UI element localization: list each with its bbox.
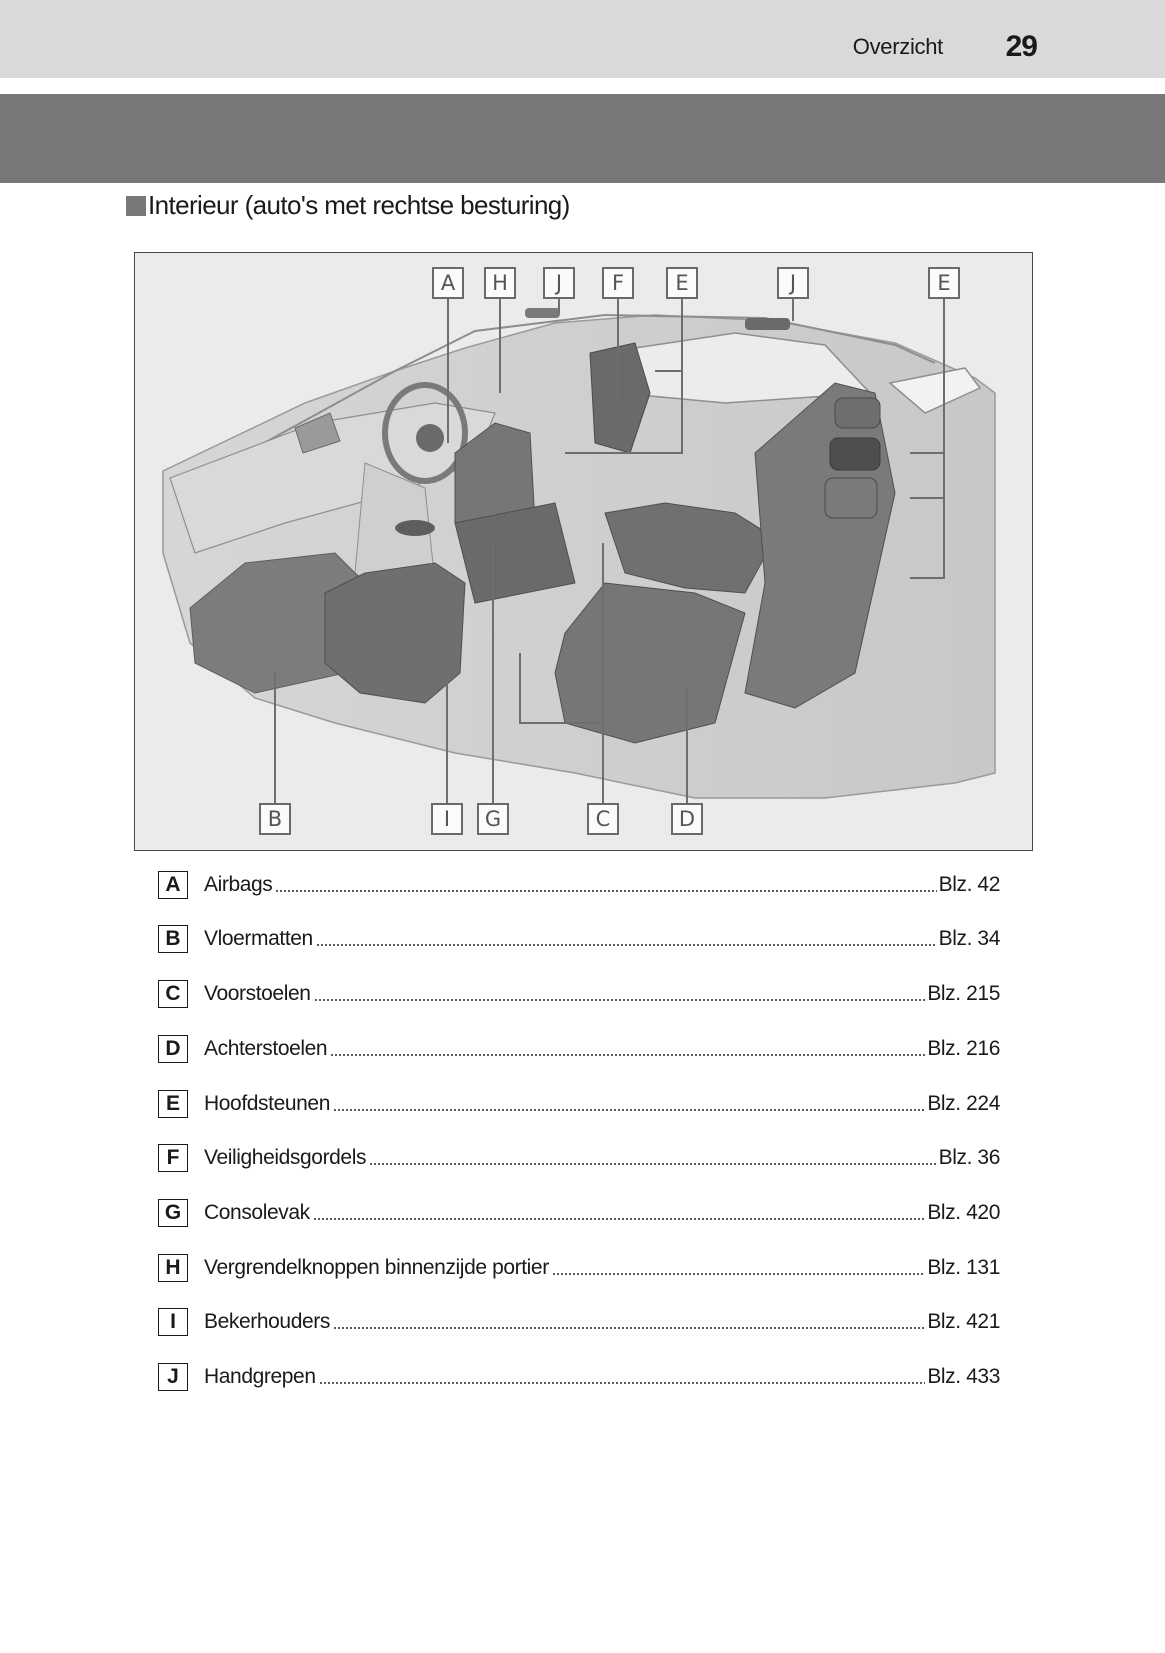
callout-b: B — [259, 803, 291, 835]
legend-label: Consolevak — [204, 1201, 310, 1224]
legend-key: I — [158, 1308, 188, 1336]
callout-a: A — [432, 267, 464, 299]
legend-item-voorstoelen — [158, 979, 1000, 1009]
page-reference: Blz. 216 — [927, 1037, 1000, 1060]
dot-leader — [552, 1272, 926, 1276]
callout-g: G — [477, 803, 509, 835]
callout-d: D — [671, 803, 703, 835]
callout-j-front: J — [543, 267, 575, 299]
legend-key: C — [158, 980, 188, 1008]
car-interior-drawing — [135, 253, 1032, 850]
callout-h: H — [484, 267, 516, 299]
legend-key: J — [158, 1363, 188, 1391]
legend-item-vloermatten — [158, 924, 1000, 954]
legend-item-achterstoelen — [158, 1034, 1000, 1064]
dot-leader — [314, 998, 926, 1002]
dot-leader — [319, 1381, 926, 1385]
legend-key: A — [158, 871, 188, 899]
legend-item-veiligheidsgordels — [158, 1143, 1000, 1173]
section-heading — [126, 190, 570, 221]
page-reference: Blz. 421 — [927, 1310, 1000, 1333]
legend-key: B — [158, 925, 188, 953]
legend-label: Bekerhouders — [204, 1310, 330, 1333]
legend-item-airbags — [158, 870, 1000, 900]
dot-leader — [275, 889, 936, 893]
callout-e-front: E — [666, 267, 698, 299]
legend-key: G — [158, 1199, 188, 1227]
dot-leader — [316, 943, 937, 947]
legend-label: Airbags — [204, 873, 273, 896]
page-reference: Blz. 42 — [938, 873, 1000, 896]
legend-label: Voorstoelen — [204, 982, 311, 1005]
chapter-band — [0, 94, 1165, 183]
legend-label: Hoofdsteunen — [204, 1092, 330, 1115]
page-reference: Blz. 215 — [927, 982, 1000, 1005]
dot-leader — [333, 1326, 925, 1330]
legend-label: Veiligheidsgordels — [204, 1146, 367, 1169]
callout-e-rear: E — [928, 267, 960, 299]
callout-j-rear: J — [777, 267, 809, 299]
legend-item-bekerhouders — [158, 1307, 1000, 1337]
dot-leader — [333, 1108, 925, 1112]
legend-item-hoofdsteunen — [158, 1089, 1000, 1119]
dot-leader — [330, 1053, 925, 1057]
page-header — [0, 0, 1165, 78]
legend-key: F — [158, 1144, 188, 1172]
callout-f: F — [602, 267, 634, 299]
page-reference: Blz. 36 — [938, 1146, 1000, 1169]
legend-item-consolevak — [158, 1198, 1000, 1228]
callout-c: C — [587, 803, 619, 835]
legend-item-handgrepen — [158, 1362, 1000, 1392]
page-reference: Blz. 131 — [927, 1256, 1000, 1279]
dot-leader — [313, 1217, 926, 1221]
interior-illustration — [134, 252, 1033, 851]
dot-leader — [369, 1162, 937, 1166]
heading-square-icon — [126, 196, 146, 216]
legend-key: E — [158, 1090, 188, 1118]
legend-label: Handgrepen — [204, 1365, 316, 1388]
legend-label: Vloermatten — [204, 927, 313, 950]
page-reference: Blz. 34 — [938, 927, 1000, 950]
legend-label: Vergrendelknoppen binnenzijde portier — [204, 1256, 549, 1279]
page-reference: Blz. 420 — [927, 1201, 1000, 1224]
legend-item-vergrendelknoppen — [158, 1253, 1000, 1283]
page-reference: Blz. 224 — [927, 1092, 1000, 1115]
legend-key: H — [158, 1254, 188, 1282]
section-title-text: Interieur (auto's met rechtse besturing) — [148, 190, 570, 220]
legend-label: Achterstoelen — [204, 1037, 328, 1060]
page-number: 29 — [1005, 30, 1037, 63]
legend-key: D — [158, 1035, 188, 1063]
page-reference: Blz. 433 — [927, 1365, 1000, 1388]
callout-i: I — [431, 803, 463, 835]
header-section-title: Overzicht — [852, 34, 943, 59]
